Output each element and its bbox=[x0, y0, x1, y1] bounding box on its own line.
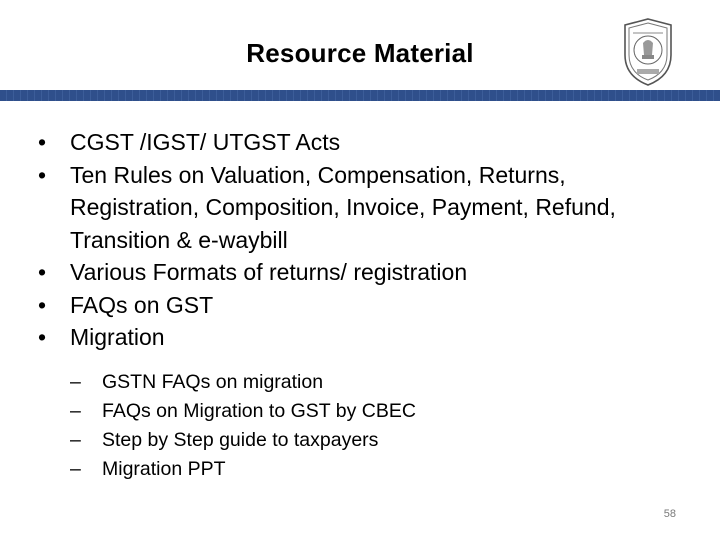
page-number: 58 bbox=[663, 508, 676, 520]
bullet-list bbox=[38, 126, 698, 484]
emblem-seal-icon bbox=[621, 17, 675, 87]
slide-title bbox=[0, 38, 720, 69]
sub-bullet-text: Step by Step guide to taxpayers bbox=[102, 428, 379, 451]
bullet-text: FAQs on GST bbox=[70, 291, 214, 318]
sub-list-item bbox=[70, 397, 698, 426]
sub-bullet-text: GSTN FAQs on migration bbox=[102, 370, 324, 393]
header-rule bbox=[0, 90, 720, 101]
list-item bbox=[38, 159, 698, 257]
list-item bbox=[38, 289, 698, 322]
slide-title-text: Resource Material bbox=[246, 38, 474, 68]
bullet-text: Various Formats of returns/ registration bbox=[70, 259, 468, 285]
sub-list-item bbox=[70, 426, 698, 455]
sub-bullet-text: FAQs on Migration to GST by CBEC bbox=[102, 399, 416, 422]
list-item bbox=[38, 126, 698, 159]
list-item bbox=[38, 256, 698, 289]
bullet-text: Ten Rules on Valuation, Compensation, Returns, Registration, Composition, Invoice, Payment, Refund, Transition & e-waybill bbox=[70, 161, 616, 253]
migration-sublist bbox=[70, 368, 698, 484]
bullet-text: Migration bbox=[70, 324, 165, 350]
sub-bullet-text: Migration PPT bbox=[102, 457, 226, 480]
sub-list-item bbox=[70, 368, 698, 397]
bullet-text: CGST /IGST/ UTGST Acts bbox=[70, 129, 341, 155]
list-item bbox=[38, 321, 698, 484]
sub-list-item bbox=[70, 455, 698, 484]
